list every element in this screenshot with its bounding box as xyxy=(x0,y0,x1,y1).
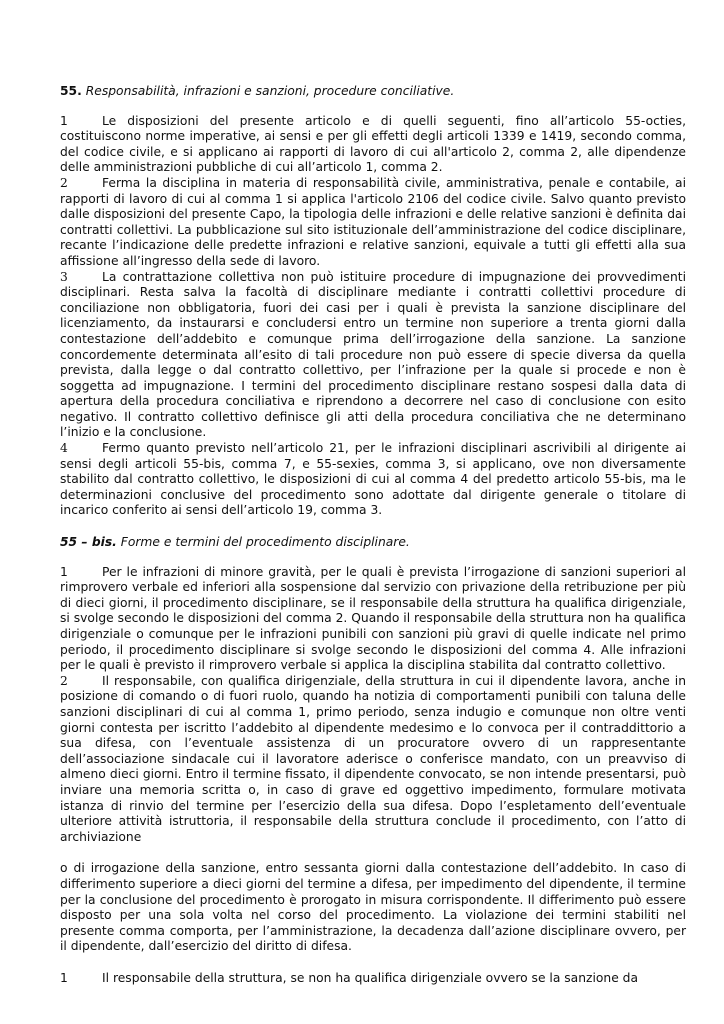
paragraph-text: Le disposizioni del presente articolo e di quelli seguenti, fino all’articolo 55-octies, costituiscono norme imperative, ai sensi e per gli effetti degli articoli 1339 e 1419, secondo comma, del codice civile, e si applicano ai rapporti di lavoro di cui all'articolo 2, comma 2, alle dipendenze delle amministrazioni pubbliche di cui all’articolo 1, comma 2. xyxy=(60,113,686,175)
paragraph-number: 2 xyxy=(60,175,68,190)
paragraph-text: Per le infrazioni di minore gravità, per le quali è prevista l’irrogazione di sanzioni superiori al rimprovero verbale ed inferiori alla sospensione dal servizio con privazione della retribuzione per più di dieci giorni, il procedimento disciplinare, se il responsabile della struttura ha qualifica dirigenziale, si svolge secondo le disposizioni del comma 2. Quando il responsabile della struttura non ha qualifica dirigenziale o comunque per le infrazioni punibili con sanzioni più gravi di quelle indicate nel primo periodo, il procedimento disciplinare si svolge secondo le disposizioni del comma 4. Alle infrazioni per le quali è previsto il rimprovero verbale si applica la disciplina stabilita dal contratto collettivo. xyxy=(60,564,686,673)
paragraph xyxy=(60,565,686,674)
paragraph-continuation: o di irrogazione della sanzione, entro sessanta giorni dalla contestazione dell’addebito. In caso di differimento superiore a dieci giorni del termine a difesa, per impedimento del dipendente, il termine per la conclusione del procedimento è prorogato in misura corrispondente. Il differimento può essere disposto per una sola volta nel corso del procedimento. La violazione dei termini stabiliti nel presente comma comporta, per l’amministrazione, la decadenza dall’azione disciplinare ovvero, per il dipendente, dall’esercizio del diritto di difesa. xyxy=(60,861,686,954)
paragraph-number: 1 xyxy=(60,113,68,128)
paragraph xyxy=(60,674,686,846)
article-number: 55. xyxy=(60,84,82,98)
paragraph xyxy=(60,971,686,987)
article-title: Forme e termini del procedimento disciplinare. xyxy=(120,535,410,550)
article-55-heading xyxy=(60,84,686,100)
document-page xyxy=(60,84,686,986)
paragraph xyxy=(60,270,686,442)
paragraph xyxy=(60,114,686,176)
article-title: Responsabilità, infrazioni e sanzioni, procedure conciliative. xyxy=(85,84,455,98)
paragraph-number: 3 xyxy=(60,269,68,284)
paragraph xyxy=(60,176,686,270)
paragraph-text: La contrattazione collettiva non può istituire procedure di impugnazione dei provvedimenti disciplinari. Resta salva la facoltà di disciplinare mediante i contratti collettivi procedure di conciliazione non obbligatoria, fuori dei casi per i quali è prevista la sanzione disciplinare del licenziamento, da instaurarsi e concludersi entro un termine non superiore a trenta giorni dalla contestazione dell’addebito e comunque prima dell’irrogazione della sanzione. La sanzione concordemente determinata all’esito di tali procedure non può essere di specie diversa da quella prevista, dalla legge o dal contratto collettivo, per l’infrazione per la quale si procede e non è soggetta ad impugnazione. I termini del procedimento disciplinare restano sospesi dalla data di apertura della procedura conciliativa e riprendono a decorrere nel caso di conclusione con esito negativo. Il contratto collettivo definisce gli atti della procedura conciliativa che ne determinano l’inizio e la conclusione. xyxy=(60,269,686,440)
paragraph-number: 2 xyxy=(60,673,68,688)
paragraph-text: Ferma la disciplina in materia di responsabilità civile, amministrativa, penale e contabile, ai rapporti di lavoro di cui al comma 1 si applica l'articolo 2106 del codice civile. Salvo quanto previsto dalle disposizioni del presente Capo, la tipologia delle infrazioni e delle relative sanzioni è definita dai contratti collettivi. La pubblicazione sul sito istituzionale dell’amministrazione del codice disciplinare, recante l’indicazione delle predette infrazioni e relative sanzioni, equivale a tutti gli effetti alla sua affissione all’ingresso della sede di lavoro. xyxy=(60,175,687,268)
paragraph-number: 1 xyxy=(60,564,68,579)
paragraph xyxy=(60,441,686,519)
article-55bis-heading xyxy=(60,535,686,551)
paragraph-text: Fermo quanto previsto nell’articolo 21, per le infrazioni disciplinari ascrivibili al dirigente ai sensi degli articoli 55-bis, comma 7, e 55-sexies, comma 3, si applicano, ove non diversamente stabilito dal contratto collettivo, le disposizioni di cui al comma 4 del predetto articolo 55-bis, ma le determinazioni conclusive del procedimento sono adottate dal dirigente generale o titolare di incarico conferito ai sensi dell’articolo 19, comma 3. xyxy=(60,441,686,518)
paragraph-number: 1 xyxy=(60,970,68,985)
paragraph-text: Il responsabile della struttura, se non ha qualifica dirigenziale ovvero se la sanzione da xyxy=(102,970,639,985)
paragraph-text: Il responsabile, con qualifica dirigenziale, della struttura in cui il dipendente lavora, anche in posizione di comando o di fuori ruolo, quando ha notizia di comportamenti punibili con taluna delle sanzioni disciplinari di cui al comma 1, primo periodo, senza indugio e comunque non oltre venti giorni contesta per iscritto l’addebito al dipendente medesimo e lo convoca per il contraddittorio a sua difesa, con l’eventuale assistenza di un procuratore ovvero di un rappresentante dell’associazione sindacale cui il lavoratore aderisce o conferisce mandato, con un preavviso di almeno dieci giorni. Entro il termine fissato, il dipendente convocato, se non intende presentarsi, può inviare una memoria scritta o, in caso di grave ed oggettivo impedimento, formulare motivata istanza di rinvio del termine per l’esercizio della sua difesa. Dopo l’espletamento dell’eventuale ulteriore attività istruttoria, il responsabile della struttura conclude il procedimento, con l’atto di archiviazione xyxy=(60,673,686,844)
article-number: 55 – bis. xyxy=(60,535,117,550)
paragraph-number: 4 xyxy=(60,441,68,456)
